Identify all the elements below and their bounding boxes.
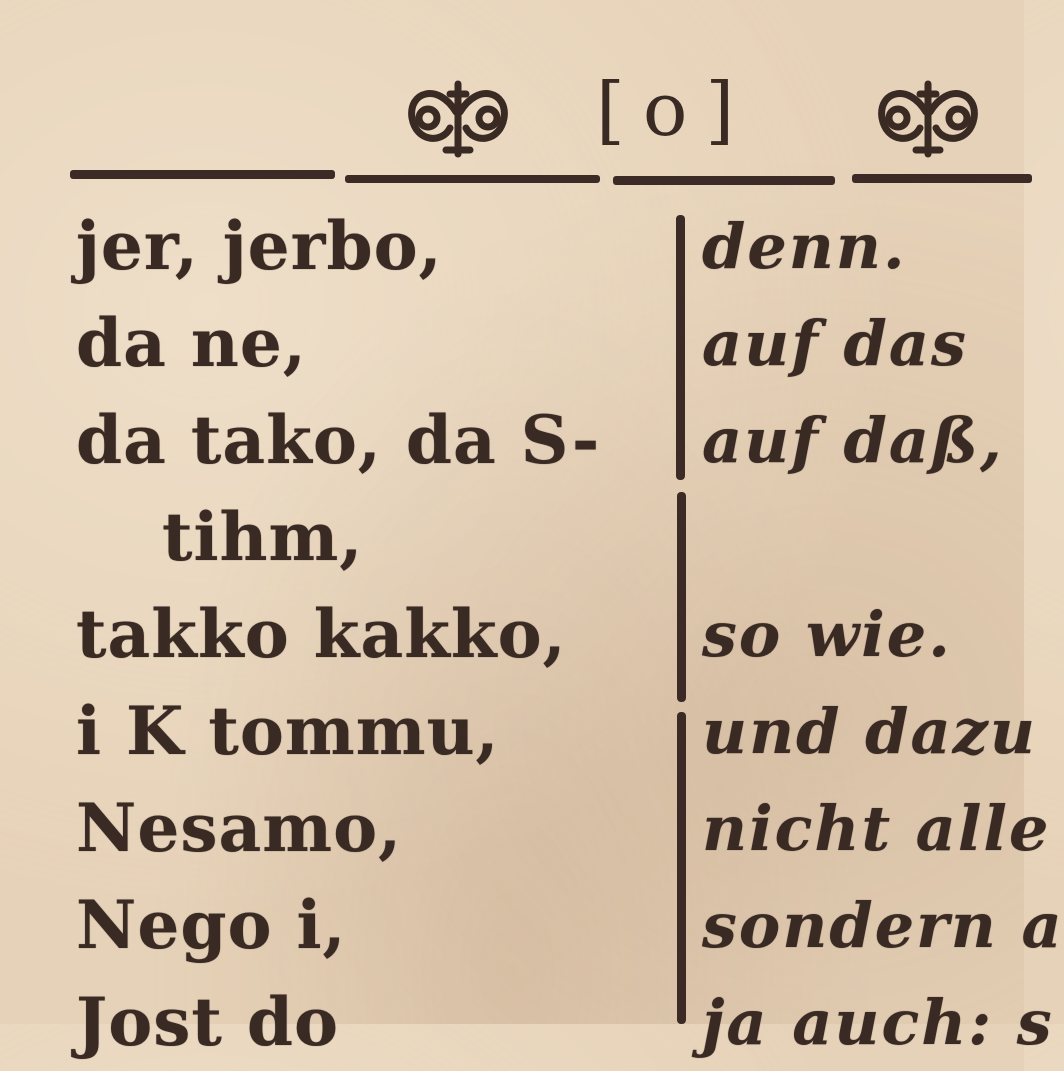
- header-rule: [852, 174, 1032, 183]
- column-divider: [677, 712, 686, 1024]
- croatian-entry: da ne,: [76, 304, 307, 382]
- header-rule: [70, 170, 335, 179]
- page-header: [0, 60, 1024, 170]
- header-rule: [613, 176, 835, 185]
- german-entry: und dazu: [702, 695, 1037, 768]
- croatian-column: [76, 198, 666, 1071]
- german-entry: denn.: [702, 210, 907, 283]
- croatian-entry: i K tommu,: [76, 692, 500, 770]
- german-entry: auf daß,: [702, 404, 1004, 477]
- croatian-entry: Jost do: [76, 983, 340, 1061]
- german-column: [702, 198, 1064, 1071]
- german-entry-blank: [702, 489, 1032, 586]
- croatian-entry: Nesamo,: [76, 789, 403, 867]
- header-rule: [345, 175, 600, 183]
- german-entry: so wie.: [702, 598, 952, 671]
- fleuron-ornament-icon: [398, 72, 518, 162]
- croatian-entry: takko kakko,: [76, 595, 567, 673]
- column-divider: [677, 492, 686, 702]
- croatian-entry: da tako, da S-: [76, 401, 601, 479]
- croatian-entry: Nego i,: [76, 886, 347, 964]
- german-entry: nicht alle: [702, 792, 1051, 865]
- page-number: [o]: [596, 67, 753, 153]
- croatian-entry-continuation: tihm,: [162, 498, 364, 576]
- german-entry: ja auch: s: [702, 986, 1054, 1059]
- fleuron-ornament-icon: [868, 72, 988, 162]
- croatian-entry: jer, jerbo,: [76, 207, 443, 285]
- german-entry: auf das: [702, 307, 968, 380]
- german-entry: sondern a: [702, 889, 1064, 962]
- column-divider: [676, 215, 685, 480]
